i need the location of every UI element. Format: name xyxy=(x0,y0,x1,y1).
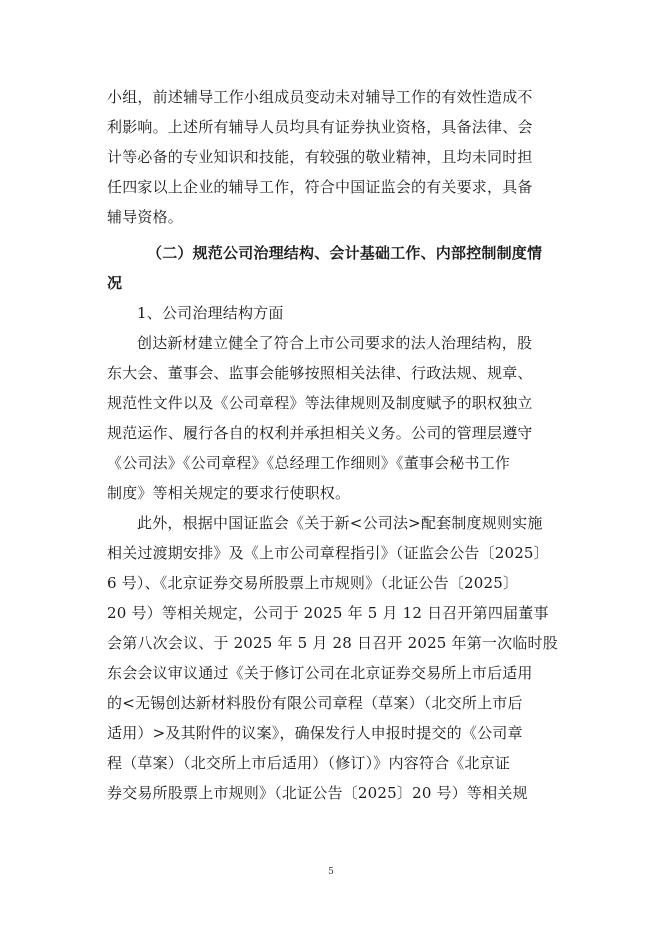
heading-line: （二）规范公司治理结构、会计基础工作、内部控制制度情 xyxy=(147,244,543,262)
text-line: 《公司法》《公司章程》《总经理工作细则》《董事会秘书工作 xyxy=(107,454,511,472)
text-line: 小组，前述辅导工作小组成员变动未对辅导工作的有效性造成不 xyxy=(107,88,533,106)
text-line: 会第八次会议、于 2025 年 5 月 28 日召开 2025 年第一次临时股 xyxy=(107,634,558,652)
text-line: 规范运作、履行各自的权利并承担相关义务。公司的管理层遵守 xyxy=(107,424,533,442)
text-line: 此外，根据中国证监会《关于新<公司法>配套制度规则实施 xyxy=(137,514,543,532)
text-line: 6 号）、《北京证券交易所股票上市规则》（北证公告〔2025〕 xyxy=(107,574,519,592)
text-line: 任四家以上企业的辅导工作，符合中国证监会的有关要求，具备 xyxy=(107,178,533,196)
text-line: 相关过渡期安排》及《上市公司章程指引》（证监会公告〔2025〕 xyxy=(107,544,549,562)
page-number: 5 xyxy=(328,867,334,877)
paragraph-governance-structure xyxy=(107,328,573,508)
section-heading xyxy=(107,238,573,298)
text-line: 程（草案）（北交所上市后适用）（修订）》内容符合《北京证 xyxy=(107,754,511,772)
subsection-heading: 1、公司治理结构方面 xyxy=(137,304,284,322)
text-line: 规范性文件以及《公司章程》等法律规则及制度赋予的职权独立 xyxy=(107,394,533,412)
text-line: 20 号）等相关规定，公司于 2025 年 5 月 12 日召开第四届董事 xyxy=(107,604,549,622)
text-line: 的<无锡创达新材料股份有限公司章程（草案）（北交所上市后 xyxy=(107,694,523,712)
paragraph-articles-amendment xyxy=(107,508,573,808)
text-line: 制度》等相关规定的要求行使职权。 xyxy=(107,484,351,502)
text-line: 东会会议审议通过《关于修订公司在北京证券交易所上市后适用 xyxy=(107,664,533,682)
document-body xyxy=(107,82,573,808)
text-line: 券交易所股票上市规则》（北证公告〔2025〕20 号）等相关规 xyxy=(107,784,528,802)
text-line: 辅导资格。 xyxy=(107,208,184,226)
text-line: 计等必备的专业知识和技能，有较强的敬业精神，且均未同时担 xyxy=(107,148,533,166)
paragraph-tutoring-qualification xyxy=(107,82,573,232)
heading-line: 况 xyxy=(107,274,123,292)
text-line: 东大会、董事会、监事会能够按照相关法律、行政法规、规章、 xyxy=(107,364,533,382)
text-line: 创达新材建立健全了符合上市公司要求的法人治理结构，股 xyxy=(137,334,533,352)
text-line: 利影响。上述所有辅导人员均具有证券执业资格，具备法律、会 xyxy=(107,118,533,136)
text-line: 适用）>及其附件的议案》，确保发行人申报时提交的《公司章 xyxy=(107,724,523,742)
